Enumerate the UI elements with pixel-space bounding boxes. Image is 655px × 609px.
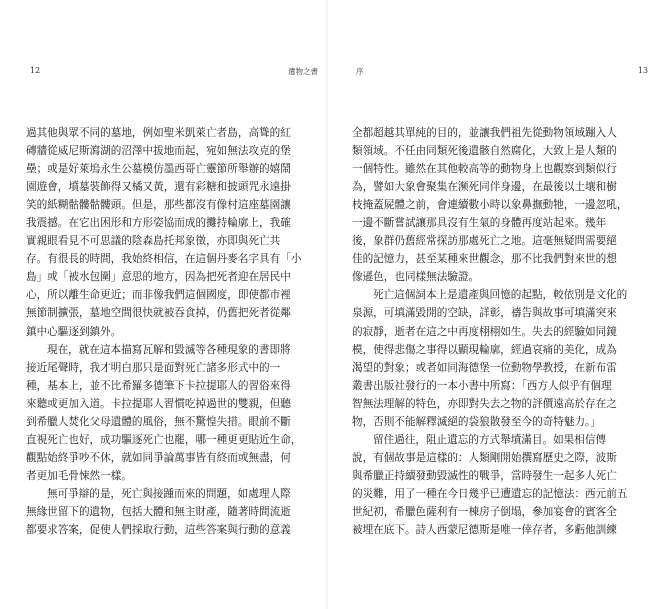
text-line: 者更加毛骨悚然一樣。 [26, 469, 132, 482]
text-line: 像遜色，也同樣無法驗證。 [352, 271, 480, 284]
left-running-head [26, 66, 326, 78]
text-line: 存。有很長的時間，我始終相信，在這個丹麥名字具有「小 [26, 253, 302, 266]
text-line: 笑的紙糊骷髏骷髏頭。但是，那些都沒有像村這座墓園讓 [26, 199, 291, 212]
text-line: 一邊不斷嘗試讓那具沒有生氣的身體再度站起來。幾年 [352, 217, 607, 230]
text-line: 為，譬如大象會聚集在濒死同伴身邊，在最後以土壤和樹 [352, 181, 617, 194]
text-line: 島」或「被水包圍」意思的地方，因為把死者迎在居民中 [26, 271, 291, 284]
text-line: 到希臘人焚化父母遺體的風俗，無不驚惶失措。眼前不斷 [26, 415, 291, 428]
text-line: 無可爭辯的是，死亡與接踵而來的問題，如處理人際 [47, 487, 291, 500]
text-line: 的寂靜，逝者在這之中再度栩栩如生。失去的經驗如同鏡 [352, 325, 617, 338]
text-line: 叢書出版社發行的一本小書中所寫：「西方人似乎有個理 [352, 379, 612, 392]
right-running-title: 序 [356, 67, 364, 76]
text-line: 磚牆從威尼斯瀉湖的沼澤中拔地而起，宛如無法攻克的堡 [26, 145, 291, 158]
right-running-head [352, 66, 652, 78]
right-page [352, 0, 652, 609]
text-line: 說，有個故事是這樣的：人類剛開始撰寫歷史之際，波斯 [352, 451, 617, 464]
text-line: 的災難，用了一種在今日幾乎已遭遺忘的記憶法：西元前五 [352, 487, 628, 500]
text-line: 留住過往，阻止遺忘的方式舉墳滿目。如果相信傳 [373, 433, 607, 446]
text-line: 類領域。不任由同類死後遺骸自然腐化，大致上是人類的 [352, 145, 617, 158]
text-line: 佳的記憶力，甚至某種來世觀念，那不比我們對來世的想 [352, 253, 617, 266]
text-line: 心，所以離生命更近；而非像我們這個國度，即使都市裡 [26, 289, 291, 302]
text-line: 來聽或更加入道。卡拉提耶人習慣吃掉過世的雙親，但聽 [26, 397, 291, 410]
left-body-text [26, 124, 322, 539]
text-line: 種，基本上，並不比希羅多德筆下卡拉提耶人的習俗來得 [26, 379, 291, 392]
text-line: 壘；或是好萊塢永生公墓模仿墨西哥亡靈節所舉辦的嬉鬧 [26, 163, 291, 176]
text-line: 都要求答案，促使人們採取行動，這些答案與行動的意義 [26, 524, 291, 537]
text-line: 物，否則不能解釋滅絕的袋狼散發至今的奇特魅力。」 [352, 415, 601, 428]
text-line: 後，象群仍舊經常探訪那處死亡之地。這毫無疑問需要絕 [352, 235, 617, 248]
text-line: 我震撼。在它出困形和方形姿協而成的攤持輪廓上，我確 [26, 217, 291, 230]
text-line: 全都超越其單純的目的，並讓我們祖先從動物領域蹦入人 [352, 127, 617, 139]
text-line: 枝掩蓋屍體之前，會連續數小時以象鼻撫動牠，一邊忽吼， [352, 199, 628, 212]
left-running-title: 遺物之書 [288, 67, 318, 76]
text-line: 世紀初，希臘色薩利有一棟房子倒塌，參加宴會的賓客全 [352, 505, 617, 518]
text-line: 接近尾聲時，我才明白那只是面對死亡諸多形式中的一 [26, 361, 281, 374]
left-page [26, 0, 326, 609]
text-line: 模，使得悲傷之事得以顯現輪廓，經過哀痛的美化，成為 [352, 343, 617, 356]
text-line: 園遊會，墳墓裝飾得又橘又黃，還有彩糖和披頭咒永遠掛 [26, 181, 291, 194]
left-page-number: 12 [30, 66, 41, 75]
text-line: 現在，就在這本描寫瓦解和毀滅等各種現象的書即將 [47, 343, 291, 356]
text-line: 泉源，可填滿毀開的空缺，詳彰，禱告與故事可填滿突來 [352, 307, 617, 320]
text-line: 無緣世留下的遺物，包括大體和無主財產，隨著時間流逝 [26, 505, 291, 518]
text-line: 無節制擴張，墓地空間很快就被吞食掉，仍舊把死者從鄰 [26, 307, 291, 320]
text-line: 被埋在底下。詩人西蒙尼德斯是唯一倖存者，多虧他訓練 [352, 524, 617, 537]
text-line: 觀點始終爭吵不休，就如同爭論萬事皆有終而或無盡，何 [26, 451, 291, 464]
text-line: 死亡這個詞本上是遺產與回憶的起點，較依別是文化的 [373, 289, 628, 302]
right-page-number: 13 [637, 66, 648, 75]
text-line: 過其他與眾不同的墓地，例如聖米凱萊亡者島，高聳的紅 [26, 127, 291, 139]
text-line: 鎮中心驅逐到鎮外。 [26, 325, 122, 338]
text-line: 直視死亡也好，成功驅逐死亡也罷，哪一種更更貼近生命， [26, 433, 302, 446]
text-line: 與希臘正持續發動毀滅性的戰爭，當時發生一起多人死亡 [352, 469, 617, 482]
book-gutter [326, 0, 328, 609]
text-line: 渴望的對象；或者如同海德堡一位動物學教授，在新布雷 [352, 361, 617, 374]
right-body-text [352, 124, 648, 539]
text-line: 智無法理解的特色，亦即對失去之物的評價遠高於存在之 [352, 397, 617, 410]
text-line: 一個特性。雖然在其他較高等的動物身上也觀察到類似行 [352, 163, 617, 176]
text-line: 實親眼看見不可思議的陰森島托邦象徵，亦即與死亡共 [26, 235, 281, 248]
